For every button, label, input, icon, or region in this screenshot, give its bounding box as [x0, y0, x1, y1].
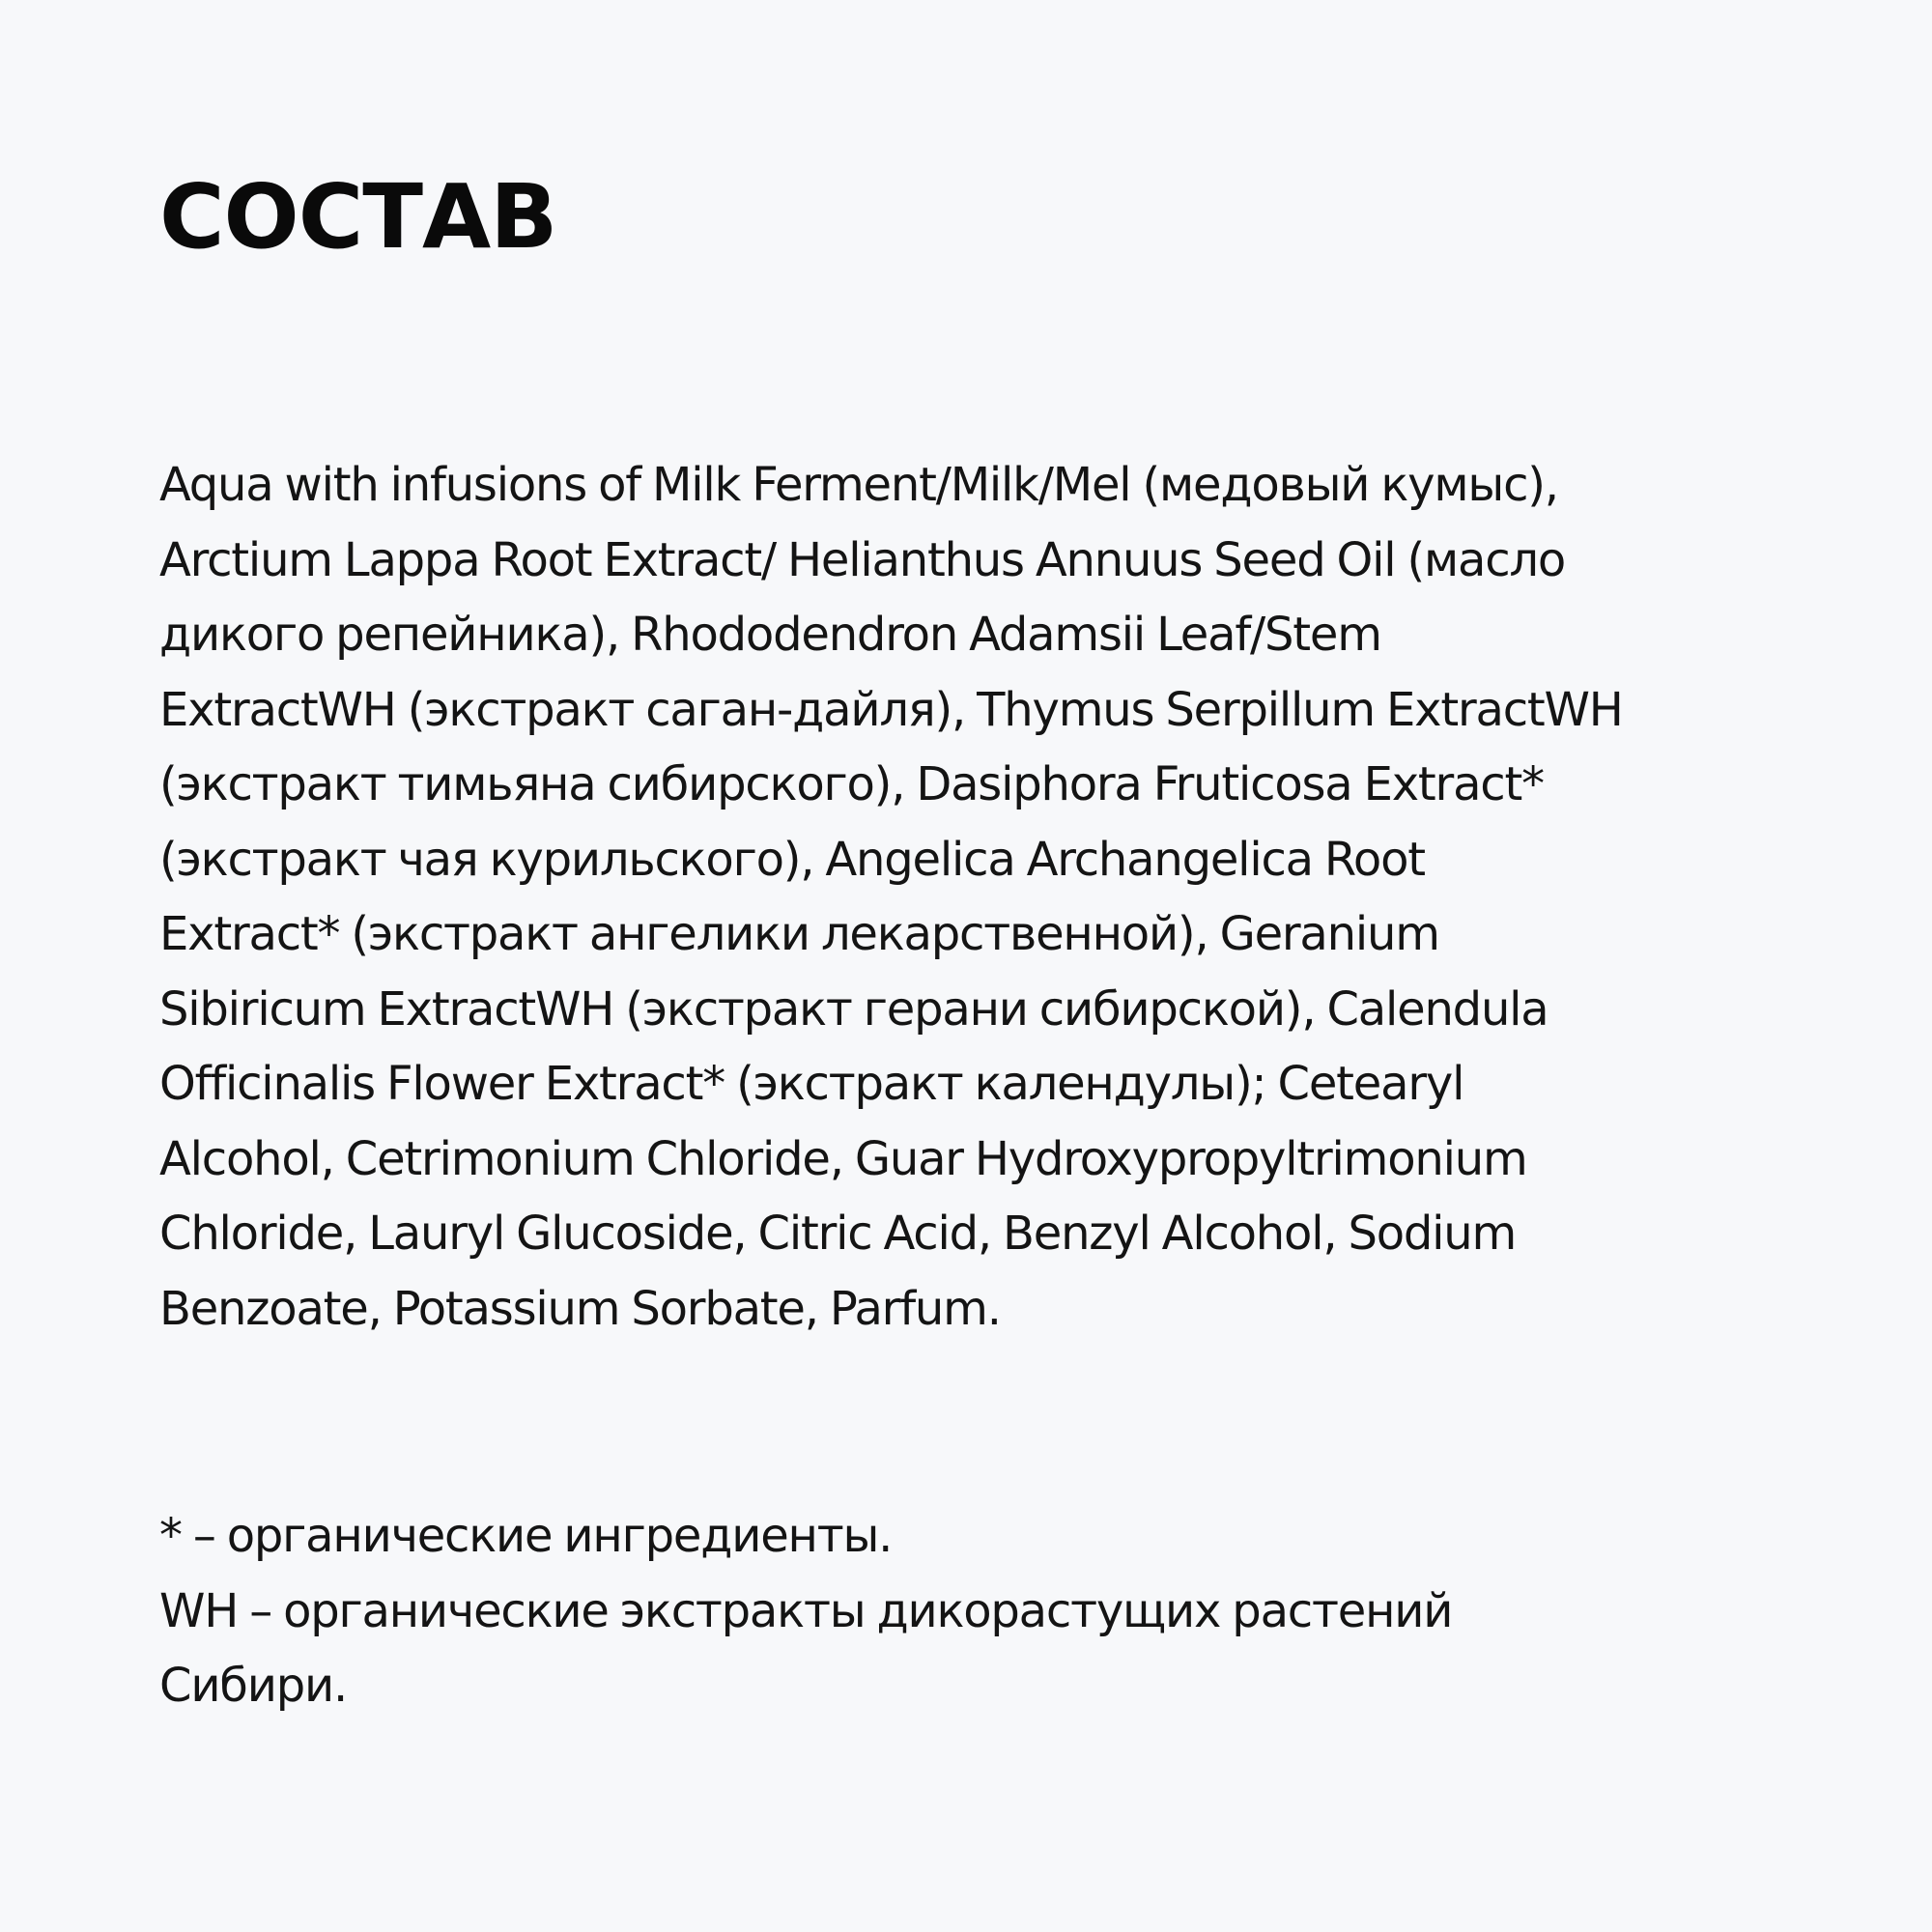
ingredients-line: Benzoate, Potassium Sorbate, Parfum. — [159, 1281, 1001, 1336]
ingredients-line: Chloride, Lauryl Glucoside, Citric Acid, Benzyl Alcohol, Sodium — [159, 1207, 1517, 1261]
footnotes — [159, 1499, 1821, 1724]
ingredients-line: Alcohol, Cetrimonium Chloride, Guar Hydroxypropyltrimonium — [159, 1131, 1527, 1186]
ingredients-line: (экстракт чая курильского), Angelica Archangelica Root — [159, 832, 1425, 887]
footnote-wild-harvest-continued: Сибири. — [159, 1659, 348, 1713]
page-title: СОСТАВ — [159, 165, 557, 269]
ingredients-line: Sibiricum ExtractWH (экстракт герани сибирской), Calendula — [159, 981, 1548, 1037]
footnote-wild-harvest: WH – органические экстракты дикорастущих растений — [159, 1583, 1453, 1638]
ingredients-line: (экстракт тимьяна сибирского), Dasiphora Fruticosa Extract* — [159, 757, 1544, 811]
ingredients-line: Officinalis Flower Extract* (экстракт календулы); Cetearyl — [159, 1057, 1464, 1111]
ingredients-text — [159, 448, 1821, 1347]
ingredients-line: ExtractWH (экстракт саган-дайля), Thymus Serpillum ExtractWH — [159, 682, 1623, 737]
footnote-organic: * – органические ингредиенты. — [159, 1509, 893, 1563]
ingredients-line: Aqua with infusions of Milk Ferment/Milk/Mel (медовый кумыс), — [159, 458, 1558, 512]
ingredients-line: дикого репейника), Rhododendron Adamsii Leaf/Stem — [159, 608, 1381, 662]
ingredients-line: Extract* (экстракт ангелики лекарственной), Geranium — [159, 907, 1439, 961]
ingredients-line: Arctium Lappa Root Extract/ Helianthus Annuus Seed Oil (масло — [159, 532, 1566, 587]
